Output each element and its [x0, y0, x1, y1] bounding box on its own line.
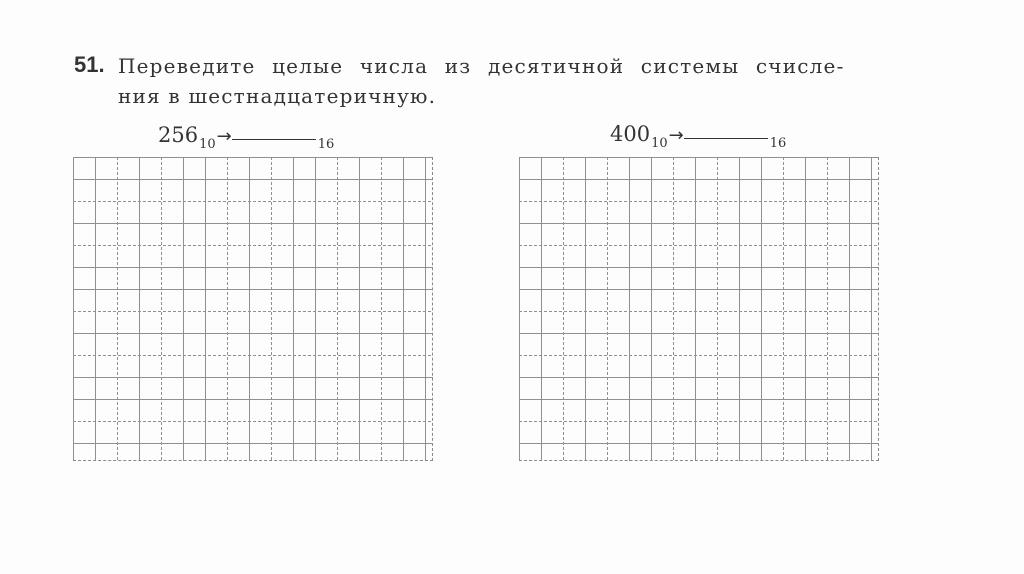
conversion-expression-1	[158, 123, 335, 152]
work-grid-left[interactable]	[73, 157, 433, 461]
task-text-line-2: ния в шестнадцатеричную.	[118, 84, 437, 108]
source-base: 10	[651, 136, 668, 151]
arrow-right-icon: →	[668, 125, 684, 146]
task-text-line-1: Переведите целые числа из десятичной системы счисле-	[118, 54, 845, 78]
answer-blank[interactable]	[232, 138, 316, 140]
task-number: 51.	[74, 52, 105, 77]
source-number: 256	[158, 123, 199, 147]
target-base: 16	[769, 136, 787, 151]
target-base: 16	[317, 137, 335, 152]
source-number: 400	[610, 122, 651, 146]
answer-blank[interactable]	[684, 137, 768, 139]
source-base: 10	[199, 137, 216, 152]
arrow-right-icon: →	[216, 126, 232, 147]
work-grid-right[interactable]	[519, 157, 879, 461]
conversion-expression-2	[610, 122, 787, 151]
